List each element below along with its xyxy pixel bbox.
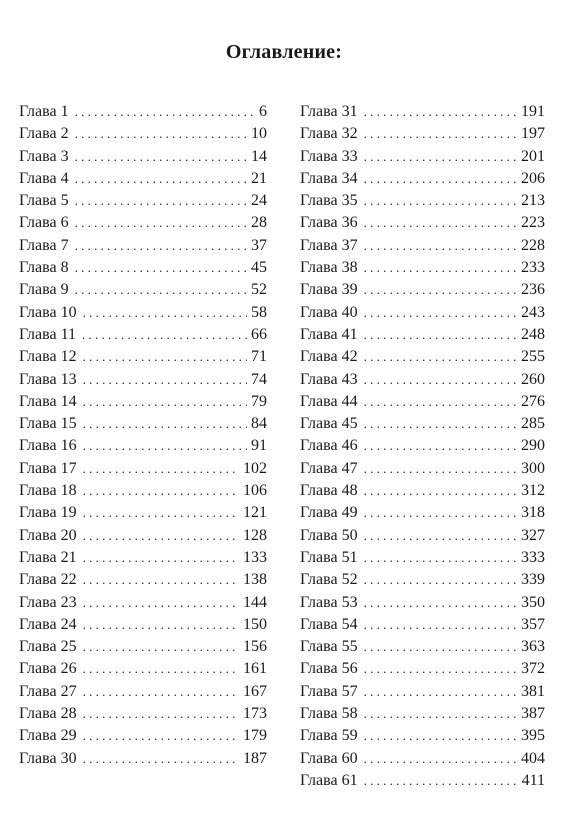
dot-leader bbox=[75, 190, 247, 212]
toc-entry-page-number: 372 bbox=[521, 660, 545, 678]
toc-entry[interactable] bbox=[300, 770, 545, 792]
dot-leader bbox=[75, 168, 247, 190]
toc-entry-label: Глава 15 bbox=[19, 415, 77, 433]
toc-entry-label: Глава 49 bbox=[300, 504, 358, 522]
toc-entry-page-number: 228 bbox=[521, 236, 545, 254]
toc-entry-label: Глава 1 bbox=[19, 103, 69, 120]
toc-entry-label: Глава 47 bbox=[300, 459, 358, 477]
toc-entry[interactable] bbox=[19, 212, 267, 234]
toc-entry[interactable] bbox=[300, 190, 545, 212]
toc-entry-page-number: 102 bbox=[243, 459, 267, 477]
toc-entry-label: Глава 3 bbox=[19, 147, 69, 165]
dot-leader bbox=[83, 502, 239, 524]
toc-entry[interactable] bbox=[19, 458, 267, 480]
toc-entry-page-number: 300 bbox=[521, 459, 545, 477]
dot-leader bbox=[364, 190, 517, 212]
dot-leader bbox=[75, 257, 247, 279]
toc-entry-page-number: 260 bbox=[521, 370, 545, 388]
toc-entry[interactable] bbox=[300, 324, 545, 346]
toc-entry-label: Глава 32 bbox=[300, 125, 358, 143]
toc-entry[interactable] bbox=[300, 168, 545, 190]
toc-entry-label: Глава 53 bbox=[300, 593, 358, 611]
toc-entry-label: Глава 31 bbox=[300, 103, 358, 120]
toc-entry[interactable] bbox=[300, 391, 545, 413]
dot-leader bbox=[83, 614, 239, 636]
toc-entry[interactable] bbox=[19, 748, 267, 770]
toc-entry-label: Глава 59 bbox=[300, 727, 358, 745]
toc-entry-label: Глава 14 bbox=[19, 392, 77, 410]
toc-entry[interactable] bbox=[19, 257, 267, 279]
toc-entry[interactable] bbox=[19, 569, 267, 591]
toc-entry[interactable] bbox=[300, 480, 545, 502]
toc-entry-label: Глава 40 bbox=[300, 303, 358, 321]
toc-entry[interactable] bbox=[19, 658, 267, 680]
toc-entry-label: Глава 6 bbox=[19, 214, 69, 232]
toc-entry-label: Глава 17 bbox=[19, 459, 77, 477]
dot-leader bbox=[75, 279, 247, 301]
toc-entry-page-number: 84 bbox=[251, 415, 267, 433]
toc-entry-label: Глава 45 bbox=[300, 415, 358, 433]
toc-entry-label: Глава 22 bbox=[19, 571, 77, 589]
toc-entry-page-number: 37 bbox=[251, 236, 267, 254]
toc-entry[interactable] bbox=[19, 480, 267, 502]
toc-entry-page-number: 243 bbox=[521, 303, 545, 321]
dot-leader bbox=[364, 592, 517, 614]
dot-leader bbox=[75, 235, 247, 257]
toc-entry-page-number: 411 bbox=[521, 771, 545, 789]
toc-entry-label: Глава 19 bbox=[19, 504, 77, 522]
toc-entry-page-number: 201 bbox=[521, 147, 545, 165]
dot-leader bbox=[83, 592, 239, 614]
toc-entry-page-number: 21 bbox=[251, 169, 267, 187]
toc-entry-label: Глава 4 bbox=[19, 169, 69, 187]
toc-entry-page-number: 10 bbox=[251, 125, 267, 143]
toc-entry-page-number: 318 bbox=[521, 504, 545, 522]
toc-entry-label: Глава 37 bbox=[300, 236, 358, 254]
toc-entry[interactable] bbox=[19, 614, 267, 636]
toc-entry-label: Глава 58 bbox=[300, 705, 358, 723]
toc-entry-page-number: 52 bbox=[251, 281, 267, 299]
dot-leader bbox=[364, 123, 517, 145]
dot-leader bbox=[364, 480, 517, 502]
toc-entry-page-number: 339 bbox=[521, 571, 545, 589]
toc-entry-page-number: 66 bbox=[251, 325, 267, 343]
dot-leader bbox=[364, 703, 517, 725]
dot-leader bbox=[83, 703, 239, 725]
toc-entry[interactable] bbox=[19, 346, 267, 368]
toc-column-right bbox=[300, 101, 545, 792]
toc-entry-page-number: 255 bbox=[521, 348, 545, 366]
toc-entry[interactable] bbox=[19, 502, 267, 524]
toc-entry[interactable] bbox=[19, 279, 267, 301]
dot-leader bbox=[83, 435, 247, 457]
dot-leader bbox=[83, 725, 239, 747]
toc-entry-label: Глава 23 bbox=[19, 593, 77, 611]
dot-leader bbox=[83, 658, 239, 680]
toc-entry-label: Глава 10 bbox=[19, 303, 77, 321]
toc-entry-page-number: 197 bbox=[521, 125, 545, 143]
toc-entry-page-number: 71 bbox=[251, 348, 267, 366]
toc-entry[interactable] bbox=[300, 212, 545, 234]
toc-entry[interactable] bbox=[300, 123, 545, 145]
toc-entry-label: Глава 25 bbox=[19, 638, 77, 656]
toc-entry[interactable] bbox=[300, 592, 545, 614]
toc-entry-page-number: 363 bbox=[521, 638, 545, 656]
toc-entry-page-number: 179 bbox=[243, 727, 267, 745]
toc-entry-label: Глава 7 bbox=[19, 236, 69, 254]
toc-entry-label: Глава 8 bbox=[19, 259, 69, 277]
toc-entry[interactable] bbox=[19, 391, 267, 413]
dot-leader bbox=[83, 525, 239, 547]
toc-entry-page-number: 79 bbox=[251, 392, 267, 410]
toc-entry[interactable] bbox=[19, 592, 267, 614]
dot-leader bbox=[364, 235, 517, 257]
toc-entry[interactable] bbox=[19, 190, 267, 212]
dot-leader bbox=[364, 101, 517, 123]
toc-entry-page-number: 28 bbox=[251, 214, 267, 232]
toc-entry-label: Глава 56 bbox=[300, 660, 358, 678]
toc-entry-page-number: 106 bbox=[243, 482, 267, 500]
toc-entry-label: Глава 30 bbox=[19, 749, 77, 767]
toc-entry-label: Глава 36 bbox=[300, 214, 358, 232]
dot-leader bbox=[364, 636, 517, 658]
toc-entry[interactable] bbox=[300, 413, 545, 435]
toc-entry[interactable] bbox=[19, 703, 267, 725]
toc-entry[interactable] bbox=[19, 146, 267, 168]
toc-entry-page-number: 150 bbox=[243, 615, 267, 633]
toc-entry-label: Глава 54 bbox=[300, 615, 358, 633]
dot-leader bbox=[83, 547, 239, 569]
toc-entry-label: Глава 43 bbox=[300, 370, 358, 388]
dot-leader bbox=[75, 101, 255, 123]
toc-entry-page-number: 24 bbox=[251, 192, 267, 210]
toc-entry-label: Глава 26 bbox=[19, 660, 77, 678]
toc-entry-label: Глава 42 bbox=[300, 348, 358, 366]
toc-entry-page-number: 173 bbox=[243, 705, 267, 723]
toc-entry-label: Глава 11 bbox=[19, 325, 76, 343]
toc-entry[interactable] bbox=[300, 681, 545, 703]
toc-entry[interactable] bbox=[19, 725, 267, 747]
toc-entry-page-number: 187 bbox=[243, 749, 267, 767]
dot-leader bbox=[364, 658, 517, 680]
toc-entry[interactable] bbox=[19, 101, 267, 123]
dot-leader bbox=[364, 770, 518, 792]
toc-entry-label: Глава 35 bbox=[300, 192, 358, 210]
toc-entry[interactable] bbox=[300, 279, 545, 301]
dot-leader bbox=[364, 168, 517, 190]
dot-leader bbox=[83, 681, 239, 703]
dot-leader bbox=[83, 413, 247, 435]
toc-entry-label: Глава 2 bbox=[19, 125, 69, 143]
toc-entry-label: Глава 50 bbox=[300, 526, 358, 544]
toc-entry-label: Глава 44 bbox=[300, 392, 358, 410]
toc-entry[interactable] bbox=[300, 725, 545, 747]
toc-entry-page-number: 387 bbox=[521, 705, 545, 723]
toc-entry[interactable] bbox=[19, 681, 267, 703]
toc-entry-page-number: 167 bbox=[243, 682, 267, 700]
toc-entry-page-number: 285 bbox=[521, 415, 545, 433]
dot-leader bbox=[364, 212, 517, 234]
toc-entry-label: Глава 16 bbox=[19, 437, 77, 455]
toc-entry-page-number: 395 bbox=[521, 727, 545, 745]
dot-leader bbox=[75, 123, 247, 145]
dot-leader bbox=[364, 525, 517, 547]
toc-entry-label: Глава 34 bbox=[300, 169, 358, 187]
toc-entry[interactable] bbox=[300, 435, 545, 457]
toc-entry-label: Глава 33 bbox=[300, 147, 358, 165]
toc-entry-page-number: 206 bbox=[521, 169, 545, 187]
toc-entry-label: Глава 27 bbox=[19, 682, 77, 700]
dot-leader bbox=[364, 502, 517, 524]
toc-entry[interactable] bbox=[300, 636, 545, 658]
toc-entry-label: Глава 60 bbox=[300, 749, 358, 767]
dot-leader bbox=[83, 346, 247, 368]
toc-entry-page-number: 248 bbox=[521, 325, 545, 343]
toc-entry[interactable] bbox=[300, 703, 545, 725]
toc-entry-label: Глава 13 bbox=[19, 370, 77, 388]
toc-entry[interactable] bbox=[19, 324, 267, 346]
toc-entry[interactable] bbox=[300, 502, 545, 524]
toc-entry[interactable] bbox=[19, 413, 267, 435]
toc-entry-page-number: 121 bbox=[243, 504, 267, 522]
toc-entry[interactable] bbox=[300, 458, 545, 480]
dot-leader bbox=[364, 346, 517, 368]
toc-entry[interactable] bbox=[300, 257, 545, 279]
dot-leader bbox=[83, 458, 239, 480]
dot-leader bbox=[83, 569, 239, 591]
dot-leader bbox=[364, 748, 517, 770]
dot-leader bbox=[364, 324, 517, 346]
toc-entry[interactable] bbox=[300, 547, 545, 569]
toc-entry-label: Глава 12 bbox=[19, 348, 77, 366]
toc-entry-label: Глава 55 bbox=[300, 638, 358, 656]
toc-entry-page-number: 161 bbox=[243, 660, 267, 678]
toc-entry-page-number: 233 bbox=[521, 259, 545, 277]
toc-entry-label: Глава 21 bbox=[19, 548, 77, 566]
dot-leader bbox=[83, 748, 239, 770]
toc-entry-page-number: 156 bbox=[243, 638, 267, 656]
toc-entry-page-number: 144 bbox=[243, 593, 267, 611]
dot-leader bbox=[364, 725, 517, 747]
toc-entry-page-number: 236 bbox=[521, 281, 545, 299]
toc-column-left bbox=[19, 101, 267, 770]
toc-entry-page-number: 312 bbox=[521, 482, 545, 500]
toc-entry-label: Глава 28 bbox=[19, 705, 77, 723]
toc-entry[interactable] bbox=[300, 146, 545, 168]
toc-entry[interactable] bbox=[19, 168, 267, 190]
toc-entry[interactable] bbox=[19, 547, 267, 569]
dot-leader bbox=[364, 435, 517, 457]
toc-entry-page-number: 74 bbox=[251, 370, 267, 388]
toc-entry-label: Глава 48 bbox=[300, 482, 358, 500]
dot-leader bbox=[364, 614, 517, 636]
dot-leader bbox=[75, 146, 247, 168]
dot-leader bbox=[364, 146, 517, 168]
dot-leader bbox=[364, 681, 517, 703]
toc-entry-label: Глава 5 bbox=[19, 192, 69, 210]
toc-entry[interactable] bbox=[300, 748, 545, 770]
toc-entry-page-number: 327 bbox=[521, 526, 545, 544]
dot-leader bbox=[364, 458, 517, 480]
toc-entry-label: Глава 52 bbox=[300, 571, 358, 589]
toc-entry[interactable] bbox=[19, 636, 267, 658]
toc-entry-page-number: 213 bbox=[521, 192, 545, 210]
dot-leader bbox=[82, 324, 247, 346]
toc-entry-page-number: 404 bbox=[521, 749, 545, 767]
toc-entry[interactable] bbox=[300, 346, 545, 368]
toc-entry-page-number: 91 bbox=[251, 437, 267, 455]
toc-entry-page-number: 333 bbox=[521, 548, 545, 566]
toc-entry[interactable] bbox=[300, 369, 545, 391]
toc-entry-page-number: 276 bbox=[521, 392, 545, 410]
toc-entry[interactable] bbox=[300, 235, 545, 257]
toc-entry[interactable] bbox=[19, 235, 267, 257]
dot-leader bbox=[364, 413, 517, 435]
toc-entry[interactable] bbox=[300, 658, 545, 680]
toc-entry-page-number: 223 bbox=[521, 214, 545, 232]
toc-entry-page-number: 58 bbox=[251, 303, 267, 321]
toc-entry-page-number: 191 bbox=[521, 103, 545, 120]
toc-entry-page-number: 138 bbox=[243, 571, 267, 589]
toc-entry-page-number: 6 bbox=[259, 103, 267, 120]
toc-entry[interactable] bbox=[19, 369, 267, 391]
toc-entry-page-number: 45 bbox=[251, 259, 267, 277]
toc-entry-page-number: 357 bbox=[521, 615, 545, 633]
toc-entry[interactable] bbox=[300, 101, 545, 123]
toc-entry[interactable] bbox=[300, 302, 545, 324]
toc-entry[interactable] bbox=[19, 302, 267, 324]
dot-leader bbox=[364, 257, 517, 279]
toc-entry-label: Глава 29 bbox=[19, 727, 77, 745]
toc-entry[interactable] bbox=[19, 123, 267, 145]
toc-entry-label: Глава 61 bbox=[300, 771, 358, 789]
dot-leader bbox=[364, 279, 517, 301]
dot-leader bbox=[83, 480, 239, 502]
toc-entry[interactable] bbox=[300, 614, 545, 636]
toc-entry-label: Глава 20 bbox=[19, 526, 77, 544]
toc-entry-label: Глава 57 bbox=[300, 682, 358, 700]
toc-entry-label: Глава 46 bbox=[300, 437, 358, 455]
toc-entry[interactable] bbox=[19, 525, 267, 547]
dot-leader bbox=[364, 547, 517, 569]
dot-leader bbox=[83, 636, 239, 658]
toc-entry[interactable] bbox=[19, 435, 267, 457]
dot-leader bbox=[364, 369, 517, 391]
dot-leader bbox=[75, 212, 247, 234]
toc-entry-label: Глава 39 bbox=[300, 281, 358, 299]
dot-leader bbox=[83, 391, 247, 413]
toc-entry-label: Глава 9 bbox=[19, 281, 69, 299]
toc-entry[interactable] bbox=[300, 569, 545, 591]
dot-leader bbox=[364, 302, 517, 324]
dot-leader bbox=[83, 302, 247, 324]
toc-entry-label: Глава 38 bbox=[300, 259, 358, 277]
toc-entry-label: Глава 41 bbox=[300, 325, 358, 343]
toc-entry-label: Глава 24 bbox=[19, 615, 77, 633]
toc-entry-label: Глава 18 bbox=[19, 482, 77, 500]
toc-entry-page-number: 14 bbox=[251, 147, 267, 165]
toc-entry-page-number: 381 bbox=[521, 682, 545, 700]
toc-entry-label: Глава 51 bbox=[300, 548, 358, 566]
toc-entry-page-number: 290 bbox=[521, 437, 545, 455]
toc-entry-page-number: 350 bbox=[521, 593, 545, 611]
dot-leader bbox=[364, 569, 517, 591]
toc-entry[interactable] bbox=[300, 525, 545, 547]
dot-leader bbox=[364, 391, 517, 413]
dot-leader bbox=[83, 369, 247, 391]
toc-entry-page-number: 128 bbox=[243, 526, 267, 544]
page-title: Оглавление: bbox=[225, 41, 343, 63]
toc-entry-page-number: 133 bbox=[243, 548, 267, 566]
